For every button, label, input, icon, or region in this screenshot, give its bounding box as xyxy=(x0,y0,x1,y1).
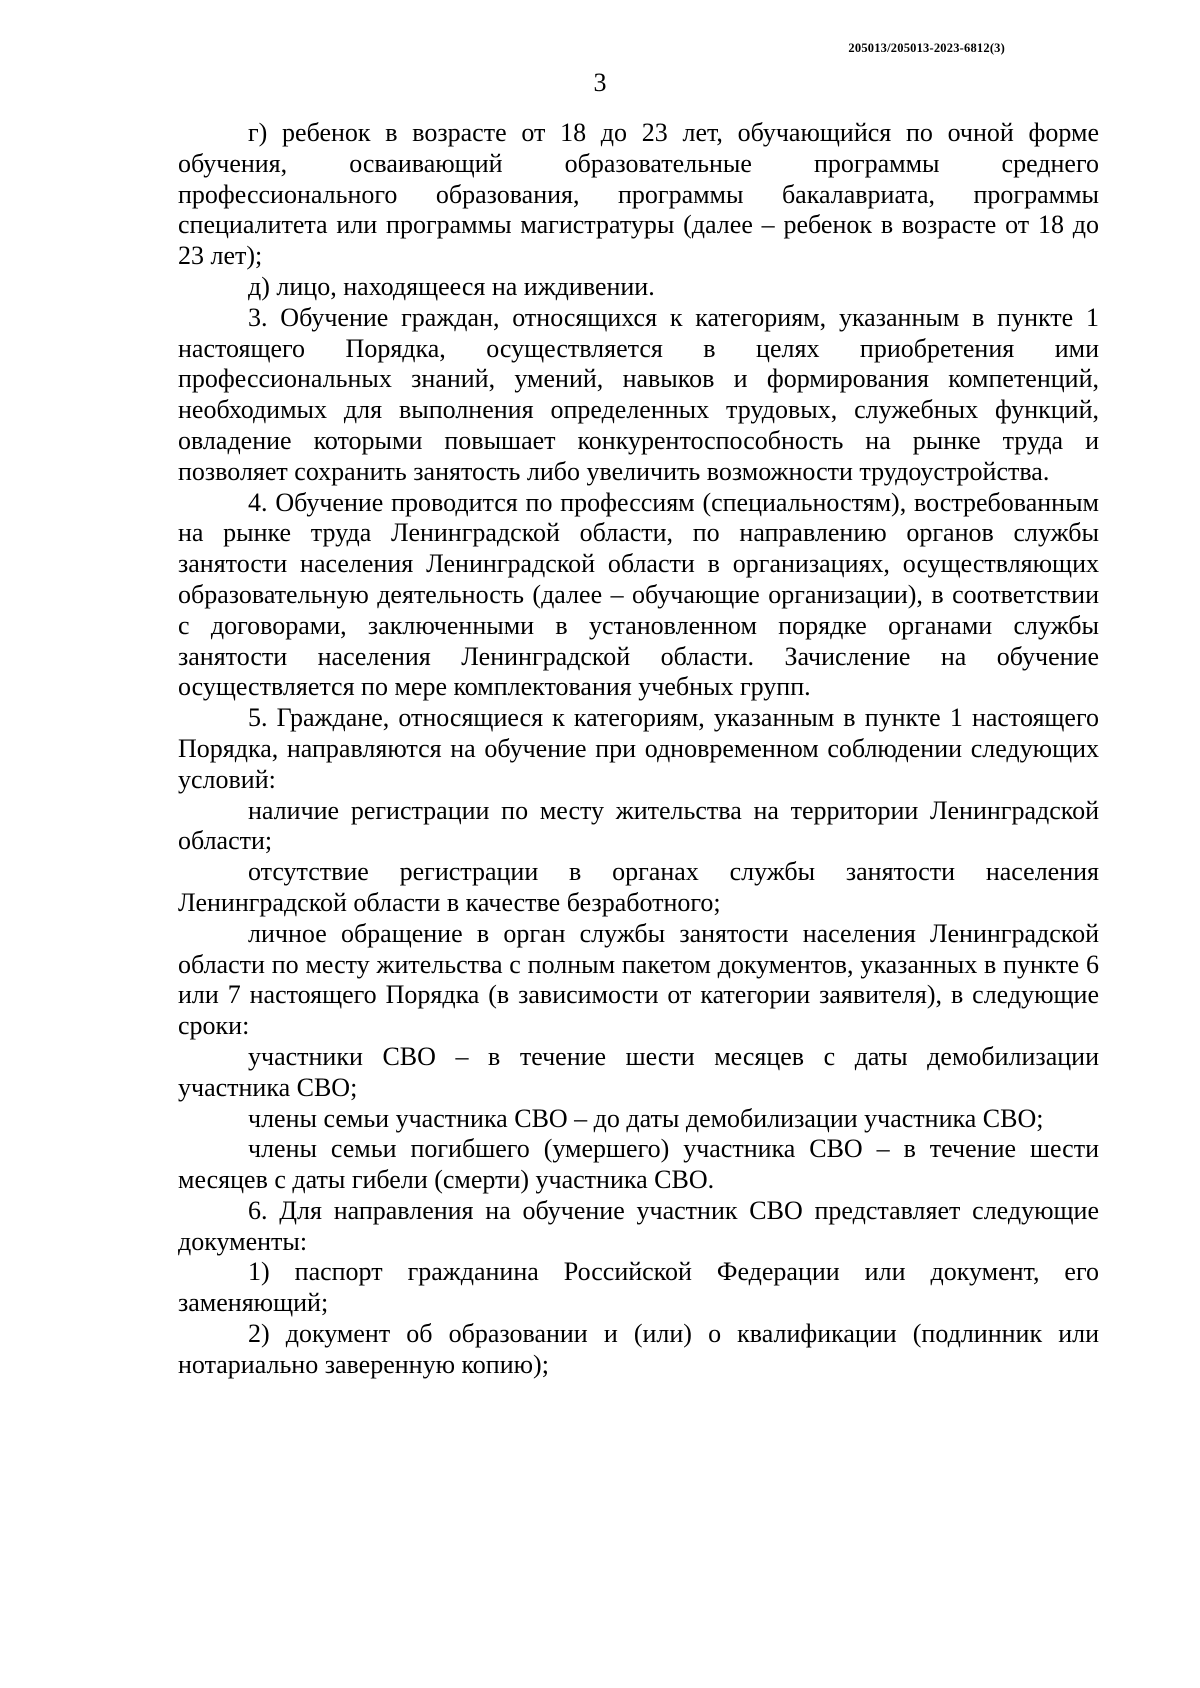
paragraph-subitem-g: г) ребенок в возрасте от 18 до 23 лет, обучающийся по очной форме обучения, осваивающий образовательные программы среднего профессионального образования, программы бакалавриата, программы специалитета или программы магистратуры (далее – ребенок в возрасте от 18 до 23 лет); xyxy=(178,118,1099,271)
paragraph-term-deceased-family: члены семьи погибшего (умершего) участника СВО – в течение шести месяцев с даты гибели (смерти) участника СВО. xyxy=(178,1134,1099,1195)
paragraph-condition-personal-appeal: личное обращение в орган службы занятости населения Ленинградской области по месту жительства с полным пакетом документов, указанных в пункте 6 или 7 настоящего Порядка (в зависимости от категории заявителя), в следующие сроки: xyxy=(178,918,1099,1041)
paragraph-condition-registration: наличие регистрации по месту жительства на территории Ленинградской области; xyxy=(178,795,1099,856)
page-number: 3 xyxy=(593,68,607,97)
paragraph-document-1: 1) паспорт гражданина Российской Федерации или документ, его заменяющий; xyxy=(178,1257,1099,1318)
paragraph-term-family-members: члены семьи участника СВО – до даты демобилизации участника СВО; xyxy=(248,1103,1044,1133)
paragraph-clause-4: 4. Обучение проводится по профессиям (специальностям), востребованным на рынке труда Ленинградской области, по направлению органов службы занятости населения Ленинградской области в организациях, осуществляющих образовательную деятельность (далее – обучающие организации), в соответствии с договорами, заключенными в установленном порядке органами службы занятости населения Ленинградской области. Зачисление на обучение осуществляется по мере комплектования учебных групп. xyxy=(178,487,1099,702)
paragraph-term-participants: участники СВО – в течение шести месяцев с даты демобилизации участника СВО; xyxy=(178,1041,1099,1102)
paragraph-subitem-d: д) лицо, находящееся на иждивении. xyxy=(248,271,655,301)
document-registration-number: 205013/205013-2023-6812(3) xyxy=(848,41,1005,55)
paragraph-clause-6: 6. Для направления на обучение участник СВО представляет следующие документы: xyxy=(178,1195,1099,1256)
paragraph-clause-5: 5. Граждане, относящиеся к категориям, указанным в пункте 1 настоящего Порядка, направляются на обучение при одновременном соблюдении следующих условий: xyxy=(178,703,1099,794)
paragraph-condition-not-unemployed: отсутствие регистрации в органах службы занятости населения Ленинградской области в качестве безработного; xyxy=(178,857,1099,917)
paragraph-document-2: 2) документ об образовании и (или) о квалификации (подлинник или нотариально заверенную копию); xyxy=(178,1319,1099,1379)
paragraph-clause-3: 3. Обучение граждан, относящихся к категориям, указанным в пункте 1 настоящего Порядка, осуществляется в целях приобретения ими профессиональных знаний, умений, навыков и формирования компетенций, необходимых для выполнения определенных трудовых, служебных функций, овладение которыми повышает конкурентоспособность на рынке труда и позволяет сохранить занятость либо увеличить возможности трудоустройства. xyxy=(178,302,1099,486)
document-body xyxy=(178,118,1099,1381)
